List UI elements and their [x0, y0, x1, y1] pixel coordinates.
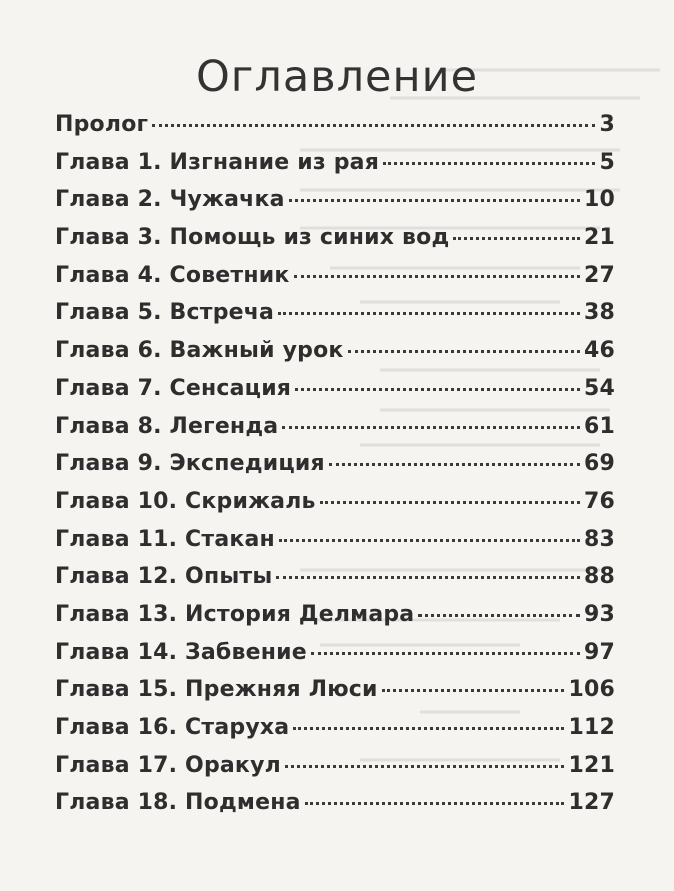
toc-entry-title: Глава 3. Помощь из синих вод: [55, 225, 450, 251]
dot-leader: [382, 685, 565, 692]
toc-entry-title: Глава 17. Оракул: [55, 752, 281, 778]
toc-entry-page-number: 112: [568, 715, 615, 740]
toc-entry: [55, 640, 615, 678]
dot-leader: [279, 535, 580, 542]
toc-entry-title: Глава 8. Легенда: [55, 413, 279, 439]
toc-entry-title: Глава 4. Советник: [55, 262, 290, 288]
toc-entry-title: Глава 2. Чужачка: [55, 187, 285, 213]
dot-leader: [305, 798, 565, 805]
toc-entry-title: Глава 6. Важный урок: [55, 338, 344, 364]
dot-leader: [311, 648, 580, 655]
toc-entry-title: Глава 11. Стакан: [55, 526, 275, 552]
toc-entry: [55, 414, 615, 452]
toc-entry-title: Глава 16. Старуха: [55, 715, 290, 740]
toc-entry: [55, 187, 615, 225]
toc-entry-page-number: 38: [583, 300, 615, 326]
toc-entry: [55, 677, 615, 715]
toc-entry-page-number: 88: [583, 564, 615, 590]
toc-entry: [55, 263, 615, 301]
dot-leader: [295, 384, 580, 391]
toc-entry-page-number: 21: [583, 225, 615, 251]
dot-leader: [276, 572, 580, 579]
dot-leader: [348, 346, 580, 353]
toc-entry-page-number: 3: [599, 112, 615, 137]
toc-entry-page-number: 121: [568, 752, 615, 778]
page-title: Оглавление: [195, 52, 479, 102]
toc-entry-title: Глава 15. Прежняя Люси: [55, 677, 378, 703]
toc-entry: [55, 451, 615, 489]
toc-entry: [55, 602, 615, 640]
toc-entry-title: Глава 1. Изгнание из рая: [55, 149, 380, 175]
dot-leader: [152, 120, 595, 127]
toc-entry-title: Глава 10. Скрижаль: [55, 488, 316, 514]
toc-entry: [55, 225, 615, 263]
toc-entry: [55, 715, 615, 753]
toc-entry-page-number: 46: [583, 338, 615, 364]
toc-entry-page-number: 10: [583, 187, 615, 213]
toc-entry-page-number: 127: [568, 790, 615, 816]
toc-entry-title: Глава 9. Экспедиция: [55, 451, 325, 477]
toc-entry-page-number: 27: [583, 262, 615, 288]
dot-leader: [278, 308, 580, 315]
dot-leader: [289, 195, 580, 202]
dot-leader: [285, 761, 565, 768]
toc-entry-title: Пролог: [55, 112, 149, 137]
toc-entry-page-number: 5: [599, 149, 615, 175]
toc-entry: [55, 112, 615, 150]
toc-entry-page-number: 93: [583, 601, 615, 627]
toc-entry: [55, 564, 615, 602]
toc-entry-page-number: 69: [583, 451, 615, 477]
toc-entry-title: Глава 12. Опыты: [55, 564, 273, 590]
toc-entry: [55, 527, 615, 565]
toc-entry: [55, 753, 615, 791]
toc-entry: [55, 150, 615, 188]
toc-entry: [55, 376, 615, 414]
toc-entry-page-number: 61: [583, 413, 615, 439]
dot-leader: [383, 158, 595, 165]
toc-entry-page-number: 106: [568, 677, 615, 703]
toc-entry: [55, 338, 615, 376]
toc-entry-page-number: 76: [583, 488, 615, 514]
dot-leader: [282, 422, 580, 429]
toc-entry: [55, 489, 615, 527]
dot-leader: [329, 459, 580, 466]
table-of-contents: [55, 112, 615, 828]
dot-leader: [294, 271, 580, 278]
toc-entry-page-number: 97: [583, 639, 615, 665]
toc-entry-title: Глава 18. Подмена: [55, 790, 301, 816]
toc-entry-title: Глава 13. История Делмара: [55, 601, 415, 627]
dot-leader: [320, 497, 580, 504]
toc-entry: [55, 790, 615, 828]
toc-entry-title: Глава 5. Встреча: [55, 300, 275, 326]
dot-leader: [453, 233, 580, 240]
toc-entry-title: Глава 14. Забвение: [55, 639, 307, 665]
toc-entry-page-number: 83: [583, 526, 615, 552]
dot-leader: [293, 723, 564, 730]
toc-entry-page-number: 54: [583, 375, 615, 401]
dot-leader: [418, 610, 580, 617]
toc-entry-title: Глава 7. Сенсация: [55, 375, 292, 401]
toc-entry: [55, 300, 615, 338]
